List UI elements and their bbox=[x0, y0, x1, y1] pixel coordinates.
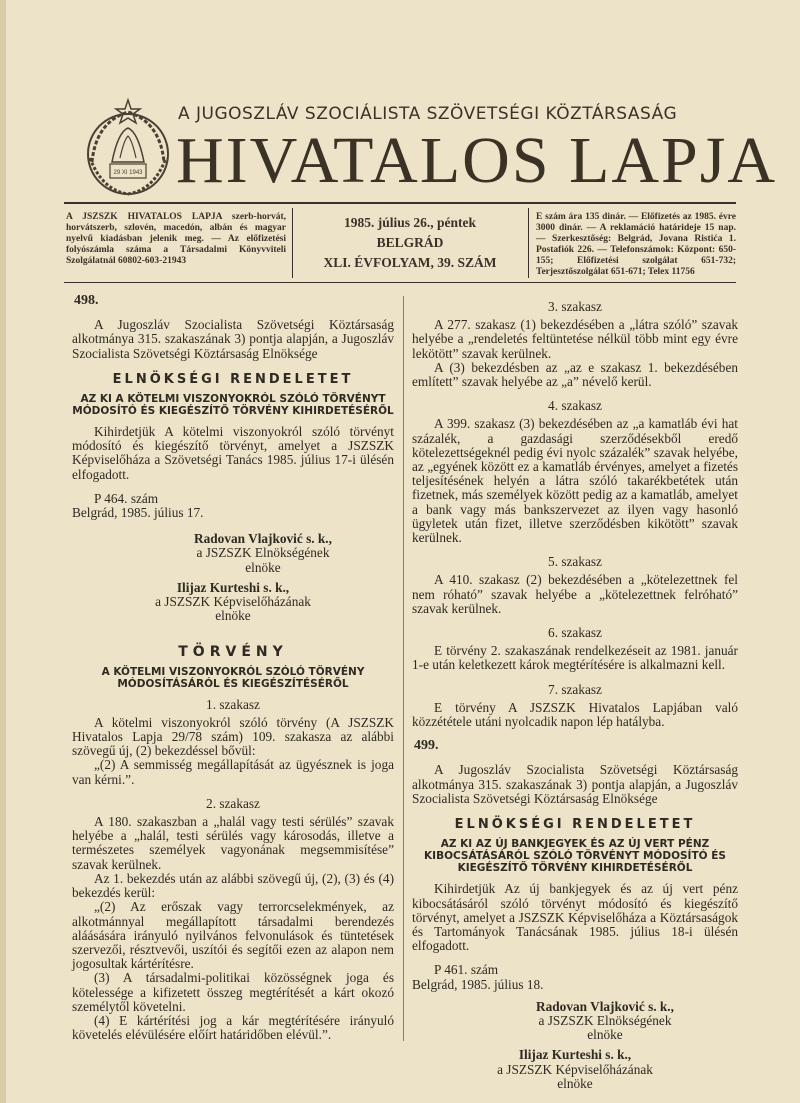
section-2-paragraph: (3) A társadalmi-politikai közösségnek joga és kötelessége a kifizetett összeg megtérítését a kárt okozó személytől követelni. bbox=[72, 970, 394, 1014]
section-1-title: 1. szakasz bbox=[206, 696, 260, 712]
proclamation-paragraph: Kihirdetjük A kötelmi viszonyokról szóló törvényt módosító és kiegészítő törvényt, amelyet a JSZSZK Képviselőháza a Szövetségi Tanács 1985. július 17-i ülésén elfogadott. bbox=[72, 424, 394, 482]
signature-name: Ilijaz Kurteshi s. k., bbox=[518, 1047, 632, 1063]
section-3-paragraph: A 277. szakasz (1) bekezdésében a „látra szóló” szavak helyébe a „rendeletés feltüntetése nélkül több mint egy évre lekötött” szavak kerülnek. bbox=[412, 317, 738, 361]
intro-paragraph: A Jugoszláv Szocialista Szövetségi Köztársaság alkotmánya 315. szakaszának 3) pontja alapján, a Jugoszláv Szocialista Szövetségi Köztársaság Elnöksége bbox=[412, 762, 738, 806]
section-4-title: 4. szakasz bbox=[548, 398, 602, 414]
section-2-paragraph: A 180. szakaszban a „halál vagy testi sérülés” szavak helyébe a „halál, testi sérülés vagy károsodás, illetve a természetes személyek vagyonának megsemmisítése” szavak kerülnek. bbox=[72, 814, 394, 872]
masthead-rule-bottom bbox=[64, 282, 736, 283]
section-2-title: 2. szakasz bbox=[206, 795, 260, 811]
section-7-title: 7. szakasz bbox=[548, 681, 602, 697]
signature-role: elnöke bbox=[557, 1075, 593, 1091]
signature-assembly-president bbox=[412, 1048, 738, 1091]
issue-date: 1985. július 26., péntek bbox=[343, 215, 477, 230]
reference-number: P 461. szám bbox=[434, 962, 499, 978]
reference-place-date: Belgrád, 1985. július 17. bbox=[72, 505, 204, 521]
intro-paragraph: A Jugoszláv Szocialista Szövetségi Köztársaság alkotmánya 315. szakaszának 3) pontja alapján, a Jugoszláv Szocialista Szövetségi Köztársaság Elnöksége bbox=[72, 317, 394, 361]
header-divider-right bbox=[528, 208, 529, 278]
signature-president bbox=[72, 532, 394, 575]
column-divider bbox=[403, 296, 404, 1041]
signature-name: Radovan Vlajković s. k., bbox=[536, 998, 674, 1014]
signature-title: a JSZSZK Elnökségének bbox=[538, 1012, 672, 1028]
section-7-paragraph: E törvény A JSZSZK Hivatalos Lapjában való közzététele utáni nyolcadik napon lép hatályba. bbox=[412, 699, 738, 730]
decree-heading: ELNÖKSÉGI RENDELETET bbox=[454, 817, 696, 833]
signature-assembly-president bbox=[72, 581, 394, 624]
decree-number-498: 498. bbox=[74, 293, 99, 308]
signature-role: elnöke bbox=[215, 608, 251, 624]
decree-subheading: AZ KI AZ ÚJ BANKJEGYEK ÉS AZ ÚJ VERT PÉNZ KIBOCSÁTÁSÁRÓL SZÓLÓ TÖRVÉNYT MÓDOSÍTÓ ÉS KIEGÉSZÍTŐ TÖRVÉNY KIHIRDETÉSÉRŐL bbox=[424, 838, 726, 875]
section-4-paragraph: A 399. szakasz (3) bekezdésében az „a kamatláb évi hat százalék, a gazdasági szerződésekből eredő kötelezettségeknél pedig évi nyolc százalék” szavak helyébe, az „egyének között ez a kamatláb érvényes, amelyet a fizetés teljesítésének helyén a látra szóló takarékbetétek után fizetnek, más személyek között pedig az a kamatláb, amelyet a bank vagy más bankszervezet az ilyen vagy hasonló ügyletek után fizet, illetve szerződésben kikötött” szavak kerülnek. bbox=[412, 416, 738, 546]
signature-name: Radovan Vlajković s. k., bbox=[194, 531, 332, 547]
header-right-info: E szám ára 135 dinár. — Előfizetés az 1985. évre 3000 dinár. — A reklamáció határideje 15 nap. — Szerkesztőség: Belgrád, Jovana Ristića 1. Postafiók 226. — Telefonszámok: Központ: 650-155; Előfizetési szolgálat 651-732; Terjesztőszolgálat 651-671; Telex 11756 bbox=[536, 212, 736, 277]
section-1-paragraph: „(2) A semmisség megállapítását az ügyésznek is joga van kérni.”. bbox=[72, 757, 394, 787]
state-emblem bbox=[82, 92, 174, 202]
right-column bbox=[412, 300, 738, 1097]
law-heading: TÖRVÉNY bbox=[178, 644, 288, 661]
left-column bbox=[72, 294, 394, 1042]
section-3-paragraph: A (3) bekezdésben az „az e szakasz 1. bekezdésében említett” szavak helyébe az „a” névelő kerül. bbox=[412, 359, 738, 390]
issue-city: BELGRÁD bbox=[376, 235, 444, 250]
proclamation-paragraph: Kihirdetjük Az új bankjegyek és az új vert pénz kibocsátásáról szóló törvényt módosító és kiegészítő törvényt, amelyet a JSZSZK Képviselőháza a Köztársaságok és Tartományok Tanácsának 1985. július 18-i ülésén elfogadott. bbox=[412, 881, 738, 954]
signature-title: a JSZSZK Képviselőházának bbox=[155, 594, 311, 610]
decree-heading: ELNÖKSÉGI RENDELETET bbox=[112, 371, 354, 387]
signature-president bbox=[412, 1000, 738, 1043]
main-title: HIVATALOS LAPJA bbox=[176, 124, 778, 197]
masthead-rule-top bbox=[64, 202, 736, 204]
header-left-info: A JSZSZK HIVATALOS LAPJA szerb-horvát, horvátszerb, szlovén, macedón, albán és magyar nyelvű kiadásban jelenik meg. — Az előfizetési folyószámla száma a Társadalmi Könyvviteli Szolgálatnál 60802-603-21943 bbox=[66, 212, 286, 266]
decree-number-499: 499. bbox=[414, 738, 439, 754]
header-divider-left bbox=[292, 208, 293, 278]
issue-volume: XLI. ÉVFOLYAM, 39. SZÁM bbox=[323, 255, 497, 270]
decree-subheading: AZ KI A KÖTELMI VISZONYOKRÓL SZÓLÓ TÖRVÉNYT MÓDOSÍTÓ ÉS KIEGÉSZÍTŐ TÖRVÉNY KIHIRDETÉSÉRŐL bbox=[72, 393, 394, 418]
signature-title: a JSZSZK Elnökségének bbox=[196, 545, 330, 561]
reference-number: P 464. szám bbox=[94, 490, 159, 506]
section-2-paragraph: Az 1. bekezdés után az alábbi szövegű új, (2), (3) és (4) bekezdés kerül: bbox=[72, 870, 394, 901]
section-5-paragraph: A 410. szakasz (2) bekezdésében a „kötelezettnek fel nem róható” szavak helyébe a „kötelezettnek felróható” szavak kerülnek. bbox=[412, 572, 738, 616]
emblem-date: 29 XI 1943 bbox=[113, 170, 143, 176]
signature-role: elnöke bbox=[587, 1027, 623, 1043]
signature-role: elnöke bbox=[245, 559, 281, 575]
section-5-title: 5. szakasz bbox=[548, 554, 602, 570]
signature-title: a JSZSZK Képviselőházának bbox=[497, 1061, 653, 1077]
reference-place-date: Belgrád, 1985. július 18. bbox=[412, 976, 544, 992]
signature-name: Ilijaz Kurteshi s. k., bbox=[176, 579, 290, 595]
section-3-title: 3. szakasz bbox=[548, 299, 602, 314]
law-subheading: A KÖTELMI VISZONYOKRÓL SZÓLÓ TÖRVÉNY MÓDOSÍTÁSÁRÓL ÉS KIEGÉSZÍTÉSÉRŐL bbox=[101, 665, 365, 690]
section-1-paragraph: A kötelmi viszonyokról szóló törvény (A JSZSZK Hivatalos Lapja 29/78 szám) 109. szakasza az alábbi szövegű új, (2) bekezdéssel bővül: bbox=[72, 714, 394, 759]
section-6-title: 6. szakasz bbox=[548, 625, 602, 641]
super-title: A JUGOSZLÁV SZOCIÁLISTA SZÖVETSÉGI KÖZTÁRSASÁG bbox=[178, 104, 678, 124]
section-2-paragraph: (4) E kártérítési jog a kár megtérítésére irányuló követelés elévülésére előírt határidőben elévül.”. bbox=[72, 1012, 394, 1043]
section-6-paragraph: E törvény 2. szakaszának rendelkezéseit az 1981. január 1-e után keletkezett károk megtérítésére is alkalmazni kell. bbox=[412, 643, 738, 673]
binding-edge bbox=[0, 0, 6, 1103]
header-center bbox=[296, 213, 524, 273]
section-2-paragraph: „(2) Az erőszak vagy terrorcselekmények, az alkotmánnyal megállapított társadalmi berendezés aláásására irányuló nyilvános felvonulások és tüntetések szervezői, résztvevői, uszítói és segítői ezen az alapon nem jogosultak kártérítésre. bbox=[72, 899, 394, 972]
